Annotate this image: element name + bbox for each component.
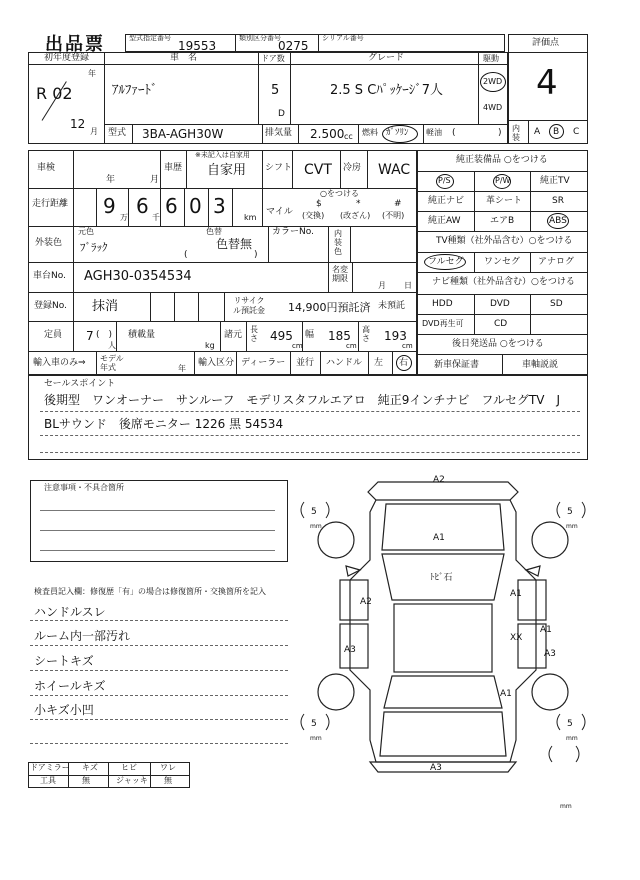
sales-line-1: 後期型 ワンオーナー サンルーフ モデリスタフルエアロ 純正9インチナビ フルセグTV J <box>44 393 561 407</box>
model-value: 3BA-AGH30W <box>142 127 224 141</box>
interior-b: B <box>553 127 560 137</box>
svg-text:mm: mm <box>310 523 322 530</box>
car-name-label: 車 名 <box>170 53 198 63</box>
registration-value: 抹消 <box>92 299 119 314</box>
equip-sr: SR <box>552 196 564 206</box>
first-reg-month: 12 <box>70 117 86 131</box>
grade-value: 2.5 S Cﾊﾟｯｹｰｼﾞ7人 <box>330 83 444 98</box>
length-value: 495 <box>270 329 293 343</box>
import-type-label: 輸入区分 <box>198 358 235 368</box>
equip-pw: P/W <box>495 176 511 185</box>
shaken-month-unit: 月 <box>150 175 160 185</box>
name-change-label: 名変期限 <box>332 265 348 283</box>
note-item-1: ハンドルスレ <box>34 605 106 619</box>
mark-right-rear: A1 <box>500 689 512 699</box>
height-value: 193 <box>384 329 407 343</box>
displacement-unit: cc <box>344 132 353 141</box>
score-label: 評価点 <box>532 38 560 48</box>
capacity-paren: ( ) <box>96 330 113 340</box>
sales-label: セールスポイント <box>44 379 116 389</box>
navi-header: ナビ種類（社外品含む）○をつける <box>432 277 575 287</box>
navi-cd: CD <box>494 319 508 329</box>
mileage-digit-3: 6 <box>165 194 178 218</box>
equip-std-tv: 純正TV <box>540 176 570 186</box>
navi-hdd: HDD <box>432 299 453 309</box>
svg-text:mm: mm <box>566 523 578 530</box>
year-unit: 年 <box>88 69 96 78</box>
equip-std-aw: 純正AW <box>428 216 461 226</box>
light-oil-label: 軽油 <box>426 128 442 137</box>
navi-sd: SD <box>550 299 563 309</box>
mark-right-panel-low: A3 <box>544 649 556 659</box>
fuel-label: 燃料 <box>362 128 378 137</box>
first-reg-label: 初年度登録 <box>44 53 90 63</box>
mileage-digit-1: 9 <box>103 194 116 218</box>
chassis-value: AGH30-0354534 <box>84 269 192 284</box>
tv-analog: アナログ <box>538 257 575 267</box>
mark-left-front: A2 <box>360 597 372 607</box>
sen-unit: 千 <box>152 213 160 222</box>
mark-right-front: A1 <box>510 589 522 599</box>
svg-text:5: 5 <box>311 719 317 729</box>
capacity-label: 定員 <box>44 330 63 340</box>
check-note: ○をつける <box>320 189 359 198</box>
length-label: 長さ <box>250 325 258 343</box>
svg-text:5: 5 <box>567 719 573 729</box>
paren-open: ( <box>452 128 456 138</box>
score-value: 4 <box>536 63 558 103</box>
mark-front-bumper: A2 <box>433 475 445 485</box>
mirror-h4: ワレ <box>160 763 176 772</box>
shaken-label: 車検 <box>37 163 56 173</box>
note-item-5: 小キズ小凹 <box>34 703 94 717</box>
name-change-month: 月 <box>378 281 386 290</box>
sales-line-2: BLサウンド 後席モニター 1226 黒 54534 <box>44 417 284 431</box>
mark-windshield: ﾄﾋﾞ石 <box>430 573 453 583</box>
model-year-label: モデル年式 <box>100 354 124 372</box>
door-suffix: D <box>278 109 285 119</box>
navi-dvd-play: DVD再生可 <box>422 319 464 328</box>
equip-std-navi: 純正ナビ <box>428 196 465 206</box>
drive-2wd: 2WD <box>483 77 503 86</box>
mileage-digit-4: 0 <box>189 194 202 218</box>
mark-left-rear: A3 <box>344 645 356 655</box>
width-cm: cm <box>346 342 357 350</box>
shift-value: CVT <box>304 162 332 178</box>
car-name-value: ｱﾙﾌｧｰﾄﾞ <box>112 83 158 98</box>
later-warranty: 新車保証書 <box>434 360 480 370</box>
person-unit: 人 <box>108 341 116 350</box>
exchange-sym: $ <box>316 199 322 209</box>
length-cm: cm <box>292 342 303 350</box>
original-color-value: ﾌﾞﾗｯｸ <box>80 241 108 254</box>
ac-value: WAC <box>378 162 411 178</box>
category-value: 0275 <box>278 39 309 53</box>
paren-close: ) <box>498 128 502 138</box>
interior-c: C <box>573 127 580 137</box>
svg-text:5: 5 <box>311 507 317 517</box>
tamper-label: (改ざん) <box>340 211 371 220</box>
car-diagram <box>290 470 600 810</box>
displacement-label: 排気量 <box>265 128 293 138</box>
later-header: 後日発送品 ○をつける <box>452 339 544 349</box>
mirror-h3: ヒビ <box>121 763 137 772</box>
equip-leather: 革シート <box>486 196 523 206</box>
mark-hood: A1 <box>433 533 445 543</box>
month-unit: 月 <box>90 127 98 136</box>
inspector-note: 検査員記入欄：修復歴「有」の場合は修復箇所・交換箇所を記入 <box>34 587 266 596</box>
outer-color-label: 外装色 <box>35 238 63 248</box>
model-year-unit: 年 <box>178 364 186 373</box>
load-label: 積載量 <box>128 330 156 340</box>
unknown-label: (不明) <box>382 211 405 220</box>
height-label: 高さ <box>362 325 370 343</box>
mirror-r3: ジャッキ <box>116 776 148 785</box>
mark-rear-bumper: A3 <box>430 763 442 773</box>
type-no-label: 型式指定番号 <box>129 34 171 42</box>
tamper-sym: * <box>356 199 361 209</box>
std-equipment-header: 純正装備品 ○をつける <box>456 155 548 165</box>
tv-oneseg: ワンセグ <box>484 257 521 267</box>
recycle-value: 14,900円預託済 <box>288 301 371 314</box>
fuel-value: ｶﾞｿﾘﾝ <box>386 128 409 138</box>
use-label: 車歴 <box>164 163 183 173</box>
category-label: 類別区分番号 <box>239 34 281 42</box>
serial-label: シリアル番号 <box>322 34 364 42</box>
mirror-r1: 工具 <box>40 776 56 785</box>
registration-label: 登録No. <box>34 301 67 311</box>
name-change-day: 日 <box>404 281 412 290</box>
type-no-value: 19553 <box>178 39 217 53</box>
first-reg-era: R 02 <box>36 84 73 103</box>
doors-label: ドア数 <box>261 54 285 63</box>
interior-color-label: 内装色 <box>334 229 342 256</box>
dims-label: 諸元 <box>224 330 243 340</box>
exchange-label: (交換) <box>302 211 325 220</box>
mirror-r2: 無 <box>82 776 90 785</box>
unknown-sym: # <box>394 199 402 209</box>
km-unit: km <box>244 213 257 222</box>
mirror-h2: キズ <box>82 763 98 772</box>
ac-label: 冷房 <box>343 163 362 173</box>
mile-label: マイル <box>266 207 293 217</box>
later-manual: 車軸説説 <box>522 360 559 370</box>
svg-text:mm: mm <box>566 735 578 742</box>
interior-a: A <box>534 127 541 137</box>
use-value: 自家用 <box>207 163 247 178</box>
mark-right-panel: A1 <box>540 625 552 635</box>
original-color-label: 元色 <box>78 227 94 236</box>
navi-dvd: DVD <box>490 299 510 309</box>
interior-label: 内装 <box>512 124 520 142</box>
man-unit: 万 <box>120 213 128 222</box>
recycle-label: リサイクル預託金 <box>233 296 265 315</box>
svg-text:mm: mm <box>560 803 572 810</box>
svg-text:5: 5 <box>567 507 573 517</box>
capacity-value: 7 <box>86 329 94 343</box>
shift-label: シフト <box>265 163 293 173</box>
equip-ps: P/S <box>438 176 451 185</box>
shaken-year-unit: 年 <box>106 175 116 185</box>
kg-unit: kg <box>205 341 215 350</box>
equip-airbag: エアB <box>490 216 515 226</box>
parallel-option: 並行 <box>296 358 315 368</box>
tv-fullseg: フルセグ <box>428 257 464 267</box>
mark-right-mid: XX <box>510 633 523 643</box>
chassis-label: 車台No. <box>33 271 66 281</box>
color-no-label: カラーNo. <box>272 227 314 237</box>
unpaid-label: 未預託 <box>378 301 406 311</box>
mirror-h1: ドアミラー <box>30 763 70 772</box>
note-item-3: シートキズ <box>34 654 94 668</box>
tv-header: TV種類（社外品含む）○をつける <box>436 236 573 246</box>
drive-4wd: 4WD <box>483 103 503 112</box>
width-label: 幅 <box>305 330 315 340</box>
color-paren-open: ( <box>184 250 188 260</box>
width-value: 185 <box>328 329 351 343</box>
dealer-option: ディーラー <box>241 358 286 368</box>
doors-value: 5 <box>271 83 280 98</box>
displacement-value: 2.500 <box>310 127 345 141</box>
svg-text:mm: mm <box>310 735 322 742</box>
handle-left: 左 <box>374 358 384 368</box>
model-label: 型式 <box>108 128 127 138</box>
import-only-label: 輸入車のみ⇒ <box>33 358 86 368</box>
mileage-label: 走行距離 <box>32 199 69 209</box>
grade-label: グレード <box>368 53 405 63</box>
note-item-2: ルーム内一部汚れ <box>34 629 131 643</box>
equip-abs: ABS <box>549 216 567 226</box>
doc-title: 出品票 <box>45 34 105 55</box>
color-paren-close: ) <box>254 250 258 260</box>
current-color-label: 色替 <box>206 227 222 236</box>
color-change-value: 色替無 <box>216 237 253 251</box>
note-item-4: ホイールキズ <box>34 679 106 693</box>
drive-label: 駆動 <box>483 54 499 63</box>
caution-label: 注意事項・不具合箇所 <box>44 483 124 492</box>
handle-right: 右 <box>399 358 409 368</box>
mileage-digit-5: 3 <box>213 194 226 218</box>
handle-label: ハンドル <box>326 358 363 368</box>
height-cm: cm <box>402 342 413 350</box>
mileage-digit-2: 6 <box>136 194 149 218</box>
use-note: ※未記入は自家用 <box>195 151 250 159</box>
mirror-r4: 無 <box>164 776 172 785</box>
